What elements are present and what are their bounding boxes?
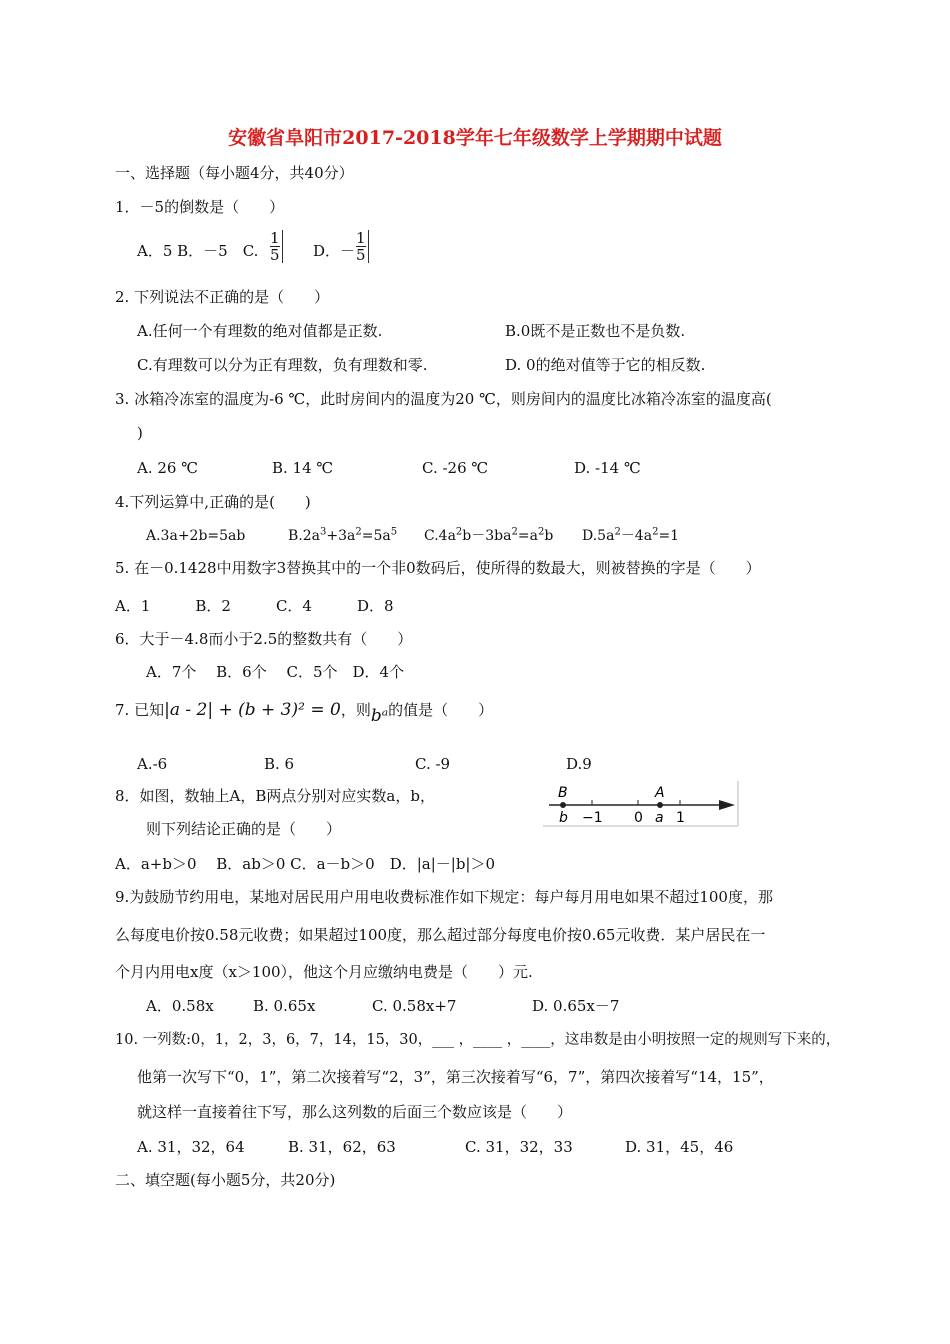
arrow-head-icon [719,800,735,810]
q9-line2: 么每度电价按0.58元收费；如果超过100度，那么超过部分每度电价按0.65元收费．某户居民在一 [115,926,766,944]
q5-options: A．1 B．2 C．4 D．8 [115,597,394,615]
q2-stem: 2. 下列说法不正确的是（ ） [115,288,330,306]
q7-stem: 7. 已知|a - 2| + (b + 3)² = 0，则bᵃ的值是（ ） [115,700,494,726]
q4-option-d: $D.5a^2-4a^2=1$ [582,526,680,544]
q10-line2: 他第一次写下“0，1”，第二次接着写“2，3”，第三次接着写“6，7”，第四次接着写“14，15”， [137,1068,774,1086]
q2-option-c: C.有理数可以分为正有理数，负有理数和零. [137,356,428,374]
q1-options-ab: A．5 B．－5 C. [137,242,259,260]
q9-option-d: D. 0.65x－7 [532,997,620,1015]
q8-stem: 8．如图，数轴上A，B两点分别对应实数a，b， [115,787,435,805]
q3-option-d: D. -14 ℃ [574,459,641,477]
q2-option-a: A.任何一个有理数的绝对值都是正数. [137,322,383,340]
q3-option-c: C. -26 ℃ [422,459,489,477]
q4-option-b: $B.2a^3+3a^2=5a^5$ [288,526,398,544]
fraction-denominator: 5 [356,246,366,264]
q1-option-c-fraction [268,230,283,263]
label-b: b [559,810,568,826]
q4-option-a: A.3a+2b=5ab [146,528,246,544]
label-B: B [558,785,568,801]
power-expression: bᵃ [370,706,389,726]
label-a: a [655,810,664,826]
q3-option-b: B. 14 ℃ [272,459,334,477]
q7-option-d: D.9 [566,755,592,773]
fraction-denominator: 5 [270,246,280,264]
point-b [560,802,566,808]
label-A: A [655,785,665,801]
label-zero: 0 [634,810,643,826]
q2-option-d: D. 0的绝对值等于它的相反数. [505,356,706,374]
q10-line1: 10. 一列数:0，1，2，3，6，7，14，15，30，___ ，____ ，____，这串数是由小明按照一定的规则写下来的， [115,1032,841,1048]
q9-line1: 9.为鼓励节约用电，某地对居民用户用电收费标准作如下规定：每户每月用电如果不超过100度，那 [115,888,773,906]
q8-stem-line2: 则下列结论正确的是（ ） [146,820,342,838]
q3-option-a: A. 26 ℃ [137,459,199,477]
q10-option-d: D. 31，45，46 [625,1138,734,1156]
section-heading-choice: 一、选择题（每小题4分，共40分） [115,164,354,182]
q2-option-b: B.0既不是正数也不是负数. [505,322,686,340]
q9-line3: 个月内用电x度（x＞100），他这个月应缴纳电费是（ ）元. [115,963,533,981]
q9-option-c: C. 0.58x+7 [372,997,457,1015]
point-a [657,802,663,808]
q10-line3: 就这样一直接着往下写，那么这列数的后面三个数应该是（ ） [137,1103,573,1121]
q10-option-b: B. 31，62，63 [288,1138,396,1156]
q7-option-b: B. 6 [264,755,295,773]
q5-stem: 5. 在－0.1428中用数字3替换其中的一个非0数码后，使所得的数最大，则被替换的字是（ ） [115,559,761,577]
q9-option-b: B. 0.65x [253,997,316,1015]
q1-stem: 1．－5的倒数是（ ） [115,198,285,216]
fraction-numerator: 1 [270,229,280,247]
section-heading-fill: 二、填空题(每小题5分，共20分) [115,1171,336,1189]
equation: |a - 2| + (b + 3)² = 0 [164,700,341,720]
label-minus-one: −1 [582,810,603,826]
q4-stem: 4.下列运算中,正确的是( ) [115,493,311,511]
q10-option-c: C. 31，32，33 [465,1138,573,1156]
q9-option-a: A．0.58x [146,997,214,1015]
number-line-figure [543,781,739,827]
q7-option-c: C. -9 [415,755,451,773]
q4-option-c: $C.4a^2b-3ba^2=a^2b$ [424,526,554,544]
q8-options: A．a+b＞0 B．ab＞0 C．a－b＞0 D．|a|－|b|＞0 [115,855,496,873]
q10-option-a: A. 31，32，64 [137,1138,245,1156]
q1-option-d-fraction [354,230,369,263]
page-title: 安徽省阜阳市2017-2018学年七年级数学上学期期中试题 [228,127,722,149]
q3-stem: 3. 冰箱冷冻室的温度为-6 ℃，此时房间内的温度为20 ℃，则房间内的温度比冰箱冷冻室的温度高( [115,390,772,408]
fraction-numerator: 1 [356,229,366,247]
q3-stem-close: ) [137,424,143,442]
q1-option-d: D．－ [313,242,356,260]
q7-option-a: A.-6 [137,755,168,773]
q6-stem: 6．大于－4.8而小于2.5的整数共有（ ） [115,630,413,648]
q6-options: A．7个 B．6个 C．5个 D．4个 [146,663,405,681]
label-one: 1 [676,810,685,826]
